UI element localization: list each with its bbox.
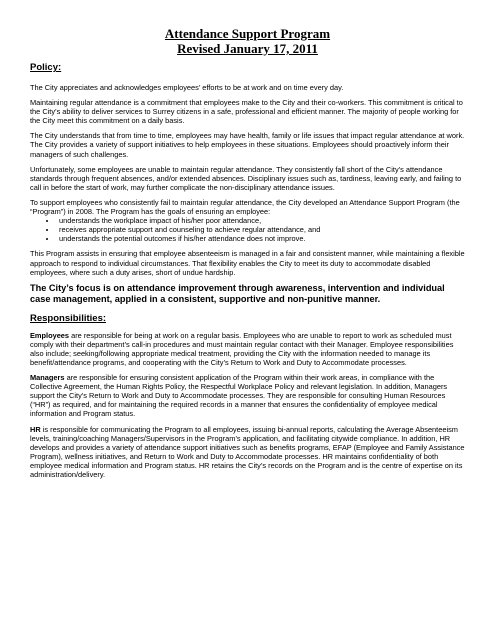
managers-responsibility: [30, 373, 465, 418]
policy-paragraph-4: Unfortunately, some employees are unable to maintain regular attendance. They consistently fall short of the City’s attendance standards through frequent absences, and/or extended absences. Disciplinary issues such as, tardiness, leaving early, and failing to call in before the start of work, may further complicate the non-disciplinary attendance issues.: [30, 164, 462, 192]
goal-item: • understands the workplace impact of his/her poor attendance,: [57, 216, 465, 225]
managers-term: Managers: [30, 373, 65, 383]
goal-item: • understands the potential outcomes if his/her attendance does not improve.: [57, 234, 465, 243]
policy-paragraph-3: The City understands that from time to time, employees may have health, family or life issues that impact regular attendance at work. The City provides a variety of support initiatives to help employees in these situations. Employees should proactively inform their managers of such challenges.: [30, 131, 465, 159]
program-paragraph: This Program assists in ensuring that employee absenteeism is managed in a fair and consistent manner, while maintaining a flexible approach to respond to individual circumstances. That flexibility enables the City to meet its duty to accommodate disabled employees, where such a duty arises, short of undue hardship.: [30, 249, 465, 277]
title-line-2: Revised January 17, 2011: [177, 41, 318, 56]
policy-paragraph-1: The City appreciates and acknowledges employees’ efforts to be at work and on time every day.: [30, 83, 344, 92]
policy-paragraph-5: To support employees who consistently fail to maintain regular attendance, the City developed an Attendance Support Program (the “Program”) in 2008. The Program has the goals of ensuring an employee:: [30, 197, 460, 217]
hr-text: is responsible for communicating the Program to all employees, issuing bi-annual reports, calculating the Average Absenteeism levels, training/coaching Managers/Supervisors in the Program’s application, and facilitating citywide compliance. In addition, HR develops and provides a variety of attendance support initiatives such as benefits programs, EFAP (Employee and Family Assistance Program), wellness initiatives, and Return to Work and Duty to Accommodate processes. HR maintains confidentiality of both employee medical information and Program status. HR retains the City’s records on the Program and is the centre of expertise on its administration/delivery.: [30, 424, 465, 479]
goal-item: • receives appropriate support and counseling to achieve regular attendance, and: [57, 225, 465, 234]
document-title: [30, 26, 465, 56]
employees-text: are responsible for being at work on a regular basis. Employees who are unable to report to work as scheduled must comply with their department’s call-in procedures and must maintain regular contact with their Manager. Employee responsibilities also include; seeking/following appropriate medical treatment, providing the City with the information needed to manage its benefit/attendance programs, and cooperating with the City’s Return to Work and Duty to Accommodate processes.: [30, 330, 454, 367]
focus-statement: The City’s focus is on attendance improvement through awareness, intervention and individual case management, applied in a consistent, supportive and non-punitive manner.: [30, 282, 445, 304]
managers-text: are responsible for ensuring consistent application of the Program within their work areas, in compliance with the Collective Agreement, the Human Rights Policy, the Respectful Workplace Policy and relevant legislation. In addition, Managers support the City’s Return to Work and Duty to Accommodate processes. They are responsible for consulting Human Resources (“HR”) as required, and for maintaining the required records in a manner that ensures the confidentiality of employee medical information and Program status.: [30, 373, 448, 419]
employees-responsibility: [30, 331, 465, 367]
employees-term: Employees: [30, 330, 70, 340]
goals-list: [30, 216, 465, 243]
policy-paragraph-2: Maintaining regular attendance is a commitment that employees make to the City and their co-workers. This commitment is critical to the City’s ability to deliver services to Surrey citizens in a safe, professional and efficient manner. The majority of people working for the City meet this commitment on a daily basis.: [30, 98, 463, 126]
policy-heading: Policy:: [30, 62, 62, 73]
hr-responsibility: [30, 425, 465, 480]
responsibilities-heading: Responsibilities:: [30, 312, 107, 324]
hr-term: HR: [30, 424, 41, 434]
title-line-1: Attendance Support Program: [164, 26, 331, 41]
